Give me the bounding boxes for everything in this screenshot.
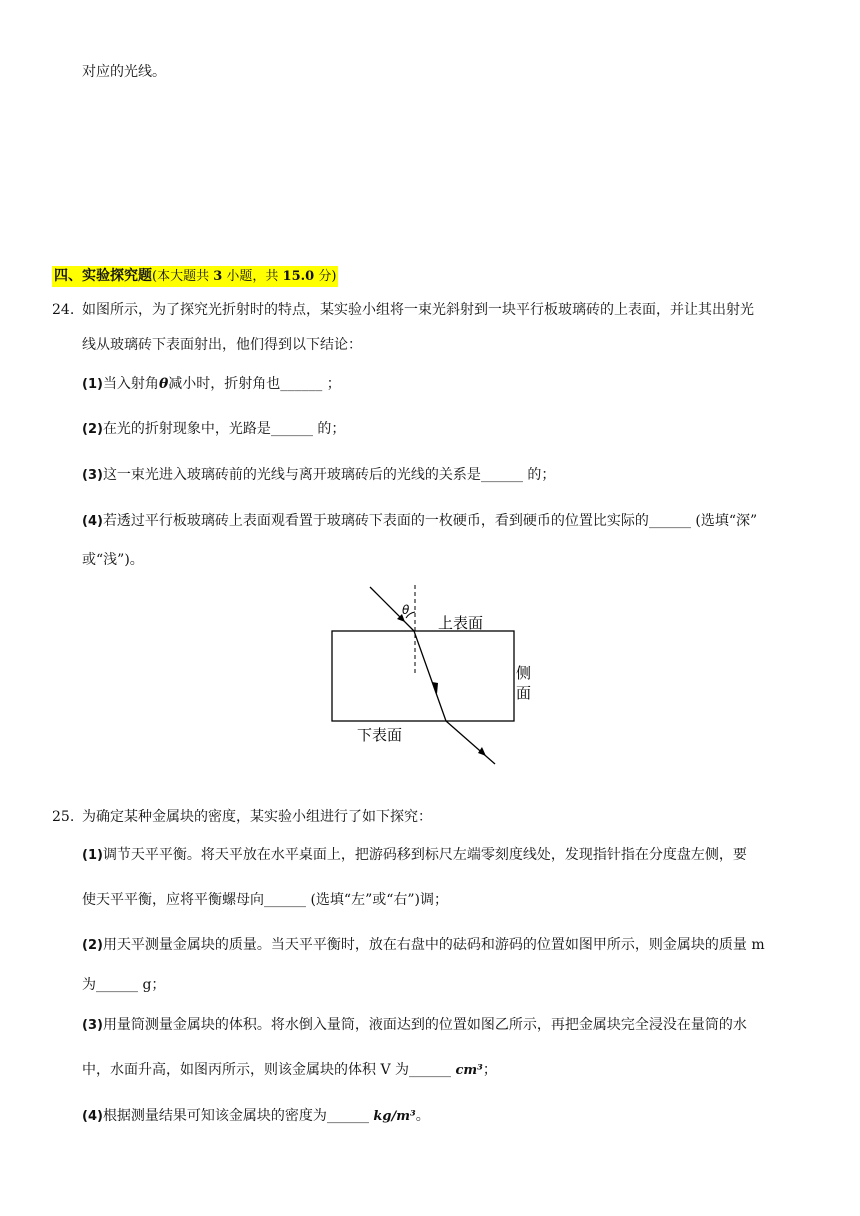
sub-question-2: (2)用天平测量金属块的质量。当天平平衡时，放在右盘中的砝码和游码的位置如图甲所示，则金属块的质量 m xyxy=(82,937,765,953)
glass-slab xyxy=(332,631,514,721)
sub-question-4: (4)根据测量结果可知该金属块的密度为______ kg/m³。 xyxy=(82,1108,430,1124)
top-surface-label: 上表面 xyxy=(438,614,484,632)
answer-blank[interactable]: ______ xyxy=(280,376,323,392)
refraction-diagram xyxy=(320,582,532,767)
emergent-arrow xyxy=(478,747,486,756)
sub-question-3: (3)用量筒测量金属块的体积。将水倒入量筒，液面达到的位置如图乙所示，再把金属块完全浸没在量筒的水 xyxy=(82,1017,747,1033)
side-label-1: 侧 xyxy=(516,664,532,682)
question-stem-line-2: 线从玻璃砖下表面射出，他们得到以下结论： xyxy=(82,337,362,353)
question-stem-line-1: 如图所示，为了探究光折射时的特点，某实验小组将一束光斜射到一块平行板玻璃砖的上表面，并让其出射光 xyxy=(82,302,754,318)
sub-question-4: (4)若透过平行板玻璃砖上表面观看置于玻璃砖下表面的一枚硬币，看到硬币的位置比实际的______ (选填“深” xyxy=(82,513,758,529)
section-header xyxy=(52,266,338,287)
sub-question-4-cont: 或“浅”)。 xyxy=(82,552,144,568)
sub-question-2: (2)在光的折射现象中，光路是______ 的； xyxy=(82,421,346,437)
bottom-surface-label: 下表面 xyxy=(357,726,403,744)
answer-blank[interactable]: ______ xyxy=(270,421,313,437)
sub-question-2-cont: 为______ g； xyxy=(82,977,166,993)
answer-blank[interactable]: ______ xyxy=(326,1108,369,1124)
side-label-2: 面 xyxy=(516,684,532,702)
question-stem: 为确定某种金属块的密度，某实验小组进行了如下探究： xyxy=(82,809,432,825)
angle-label: θ xyxy=(402,603,410,617)
sub-question-1: (1)当入射角θ减小时，折射角也______ ； xyxy=(82,376,341,392)
question-number: 25. xyxy=(52,809,75,825)
question-number: 24. xyxy=(52,302,75,318)
sub-question-3-cont: 中，水面升高，如图丙所示，则该金属块的体积 V 为______ cm³； xyxy=(82,1062,497,1078)
answer-blank[interactable]: ______ xyxy=(648,513,691,529)
sub-question-1-cont: 使天平平衡，应将平衡螺母向______ (选填“左”或“右”)调； xyxy=(82,892,449,908)
section-title: 四、实验探究题 xyxy=(54,268,152,284)
section-note: (本大题共 3 小题，共 15.0 分) xyxy=(152,269,337,284)
unit-kg-per-m3: kg/m³ xyxy=(373,1109,416,1124)
prev-question-tail: 对应的光线。 xyxy=(82,64,166,80)
answer-blank[interactable]: ______ xyxy=(264,892,306,908)
sub-question-1: (1)调节天平平衡。将天平放在水平桌面上，把游码移到标尺左端零刻度线处，发现指针指在分度盘左侧，要 xyxy=(82,847,747,863)
refracted-arrow xyxy=(432,682,438,694)
answer-blank[interactable]: ______ xyxy=(96,977,138,993)
answer-blank[interactable]: ______ xyxy=(409,1062,452,1078)
sub-question-3: (3)这一束光进入玻璃砖前的光线与离开玻璃砖后的光线的关系是______ 的； xyxy=(82,467,556,483)
answer-blank[interactable]: ______ xyxy=(480,467,523,483)
refracted-ray xyxy=(414,631,446,721)
emergent-ray xyxy=(446,721,495,764)
unit-cm3: cm³ xyxy=(455,1063,483,1078)
